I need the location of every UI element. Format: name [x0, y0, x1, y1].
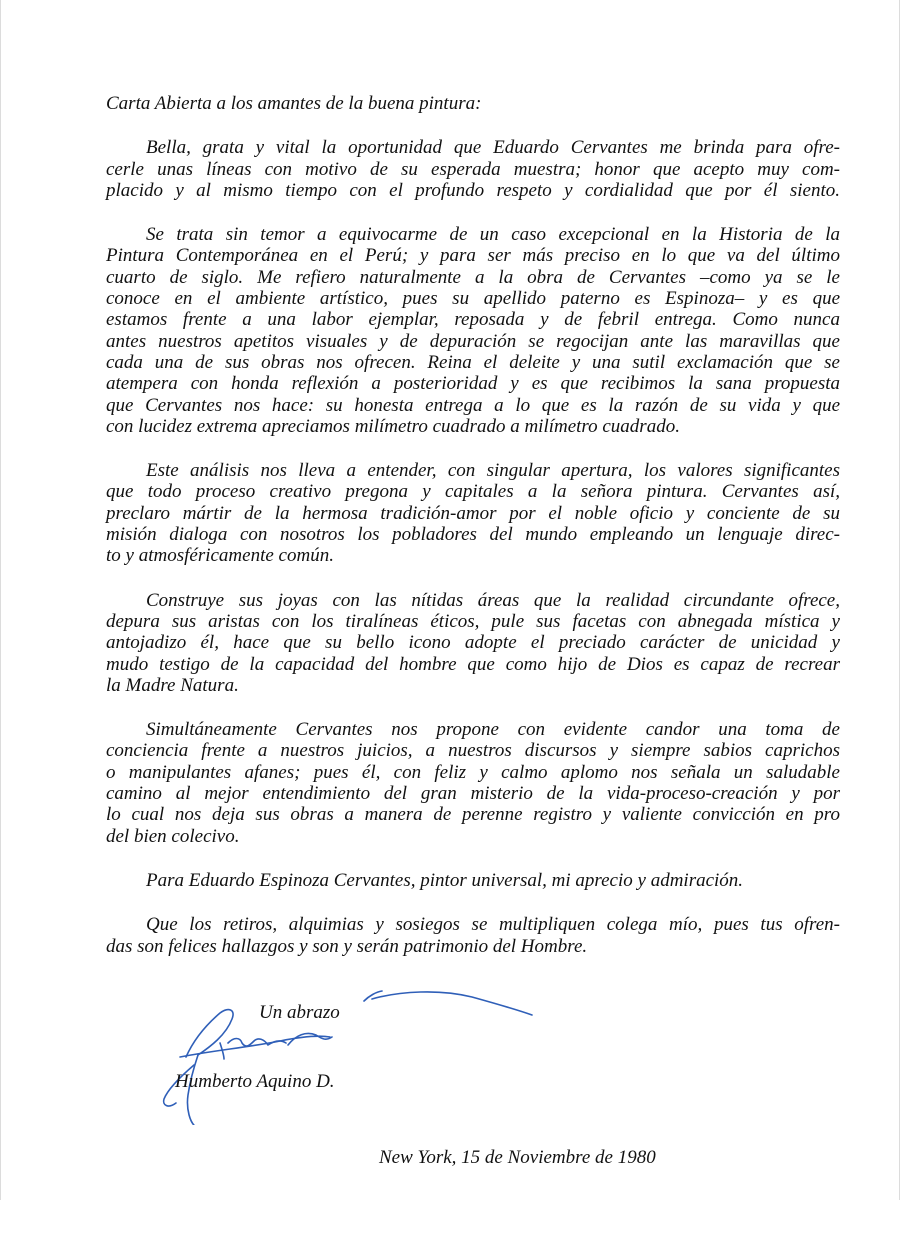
paragraph-line: to y atmosféricamente común. — [106, 545, 334, 567]
paragraph-line: camino al mejor entendimiento del gran misterio de la vida-proceso-creación y por — [106, 783, 840, 805]
paragraph-5 — [106, 719, 840, 847]
paragraph-3 — [106, 460, 840, 566]
paragraph-line: conciencia frente a nuestros juicios, a nuestros discursos y siempre sabios caprichos — [106, 740, 840, 762]
paragraph-line: la Madre Natura. — [106, 674, 239, 696]
closing-line: Un abrazo — [259, 1002, 340, 1023]
paragraph-2 — [106, 224, 840, 437]
wish-paragraph — [106, 914, 840, 957]
paragraph-line: Construye sus joyas con las nítidas áreas que la realidad circundante ofrece, — [146, 589, 840, 611]
paragraph-line: cuarto de siglo. Me refiero naturalmente a la obra de Cervantes –como ya se le — [106, 266, 840, 288]
paragraph-1 — [106, 137, 840, 201]
paragraph-line: Bella, grata y vital la oportunidad que Eduardo Cervantes me brinda para ofre- — [146, 137, 840, 159]
paragraph-line: mudo testigo de la capacidad del hombre que como hijo de Dios es capaz de recrear — [106, 653, 840, 675]
paragraph-line: depura sus aristas con los tiralíneas éticos, pule sus facetas con abnegada mística y — [106, 610, 840, 632]
paragraph-4 — [106, 590, 840, 696]
paragraph-line: que Cervantes nos hace: su honesta entrega a lo que es la razón de su vida y que — [106, 394, 840, 416]
paragraph-line: estamos frente a una labor ejemplar, reposada y de febril entrega. Como nunca — [106, 309, 840, 331]
paragraph-line: o manipulantes afanes; pues él, con feliz y calmo aplomo nos señala un saludable — [106, 761, 840, 783]
paragraph-line: con lucidez extrema apreciamos milímetro cuadrado a milímetro cuadrado. — [106, 415, 680, 437]
place-and-date: New York, 15 de Noviembre de 1980 — [379, 1147, 656, 1168]
paragraph-line: cada una de sus obras nos ofrecen. Reina el deleite y una sutil exclamación que se — [106, 351, 840, 373]
letter-body — [106, 93, 840, 957]
paragraph-line: preclaro mártir de la hermosa tradición-amor por el noble oficio y conciente de su — [106, 502, 840, 524]
paragraph-line: que todo proceso creativo pregona y capitales a la señora pintura. Cervantes así, — [106, 481, 840, 503]
paragraph-line: Se trata sin temor a equivocarme de un caso excepcional en la Historia de la — [146, 224, 840, 246]
paragraph-line: placido y al mismo tiempo con el profundo respeto y cordialidad que por él siento. — [106, 179, 840, 201]
paragraph-line: Simultáneamente Cervantes nos propone con evidente candor una toma de — [146, 719, 840, 741]
paragraph-line: misión dialoga con nosotros los pobladores del mundo empleando un lenguaje direc- — [106, 524, 840, 546]
paragraph-line: Este análisis nos lleva a entender, con singular apertura, los valores significantes — [146, 460, 840, 482]
paragraph-line: Que los retiros, alquimias y sosiegos se multipliquen colega mío, pues tus ofren- — [146, 914, 840, 936]
signer-name: Humberto Aquino D. — [175, 1071, 335, 1092]
paragraph-line: antojadizo él, hace que su bello icono adopte el preciado carácter de unicidad y — [106, 632, 840, 654]
handwritten-signature — [150, 985, 540, 1125]
paragraph-line: lo cual nos deja sus obras a manera de perenne registro y valiente convicción en pro — [106, 804, 840, 826]
salutation: Carta Abierta a los amantes de la buena pintura: — [106, 93, 482, 114]
paragraph-line: das son felices hallazgos y son y serán patrimonio del Hombre. — [106, 935, 588, 957]
paragraph-line: atempera con honda reflexión a posterioridad y es que recibimos la sana propuesta — [106, 373, 840, 395]
paragraph-line: cerle unas líneas con motivo de su esperada muestra; honor que acepto muy com- — [106, 158, 840, 180]
paragraph-line: antes nuestros apetitos visuales y de depuración se regocijan ante las maravillas que — [106, 330, 840, 352]
paragraph-line: Pintura Contemporánea en el Perú; y para ser más preciso en lo que va del último — [106, 245, 840, 267]
dedication: Para Eduardo Espinoza Cervantes, pintor universal, mi aprecio y admiración. — [146, 869, 744, 891]
page-edge-left — [0, 0, 1, 1200]
paragraph-line: del bien colecivo. — [106, 825, 240, 847]
paragraph-line: conoce en el ambiente artístico, pues su apellido paterno es Espinoza– y es que — [106, 288, 840, 310]
